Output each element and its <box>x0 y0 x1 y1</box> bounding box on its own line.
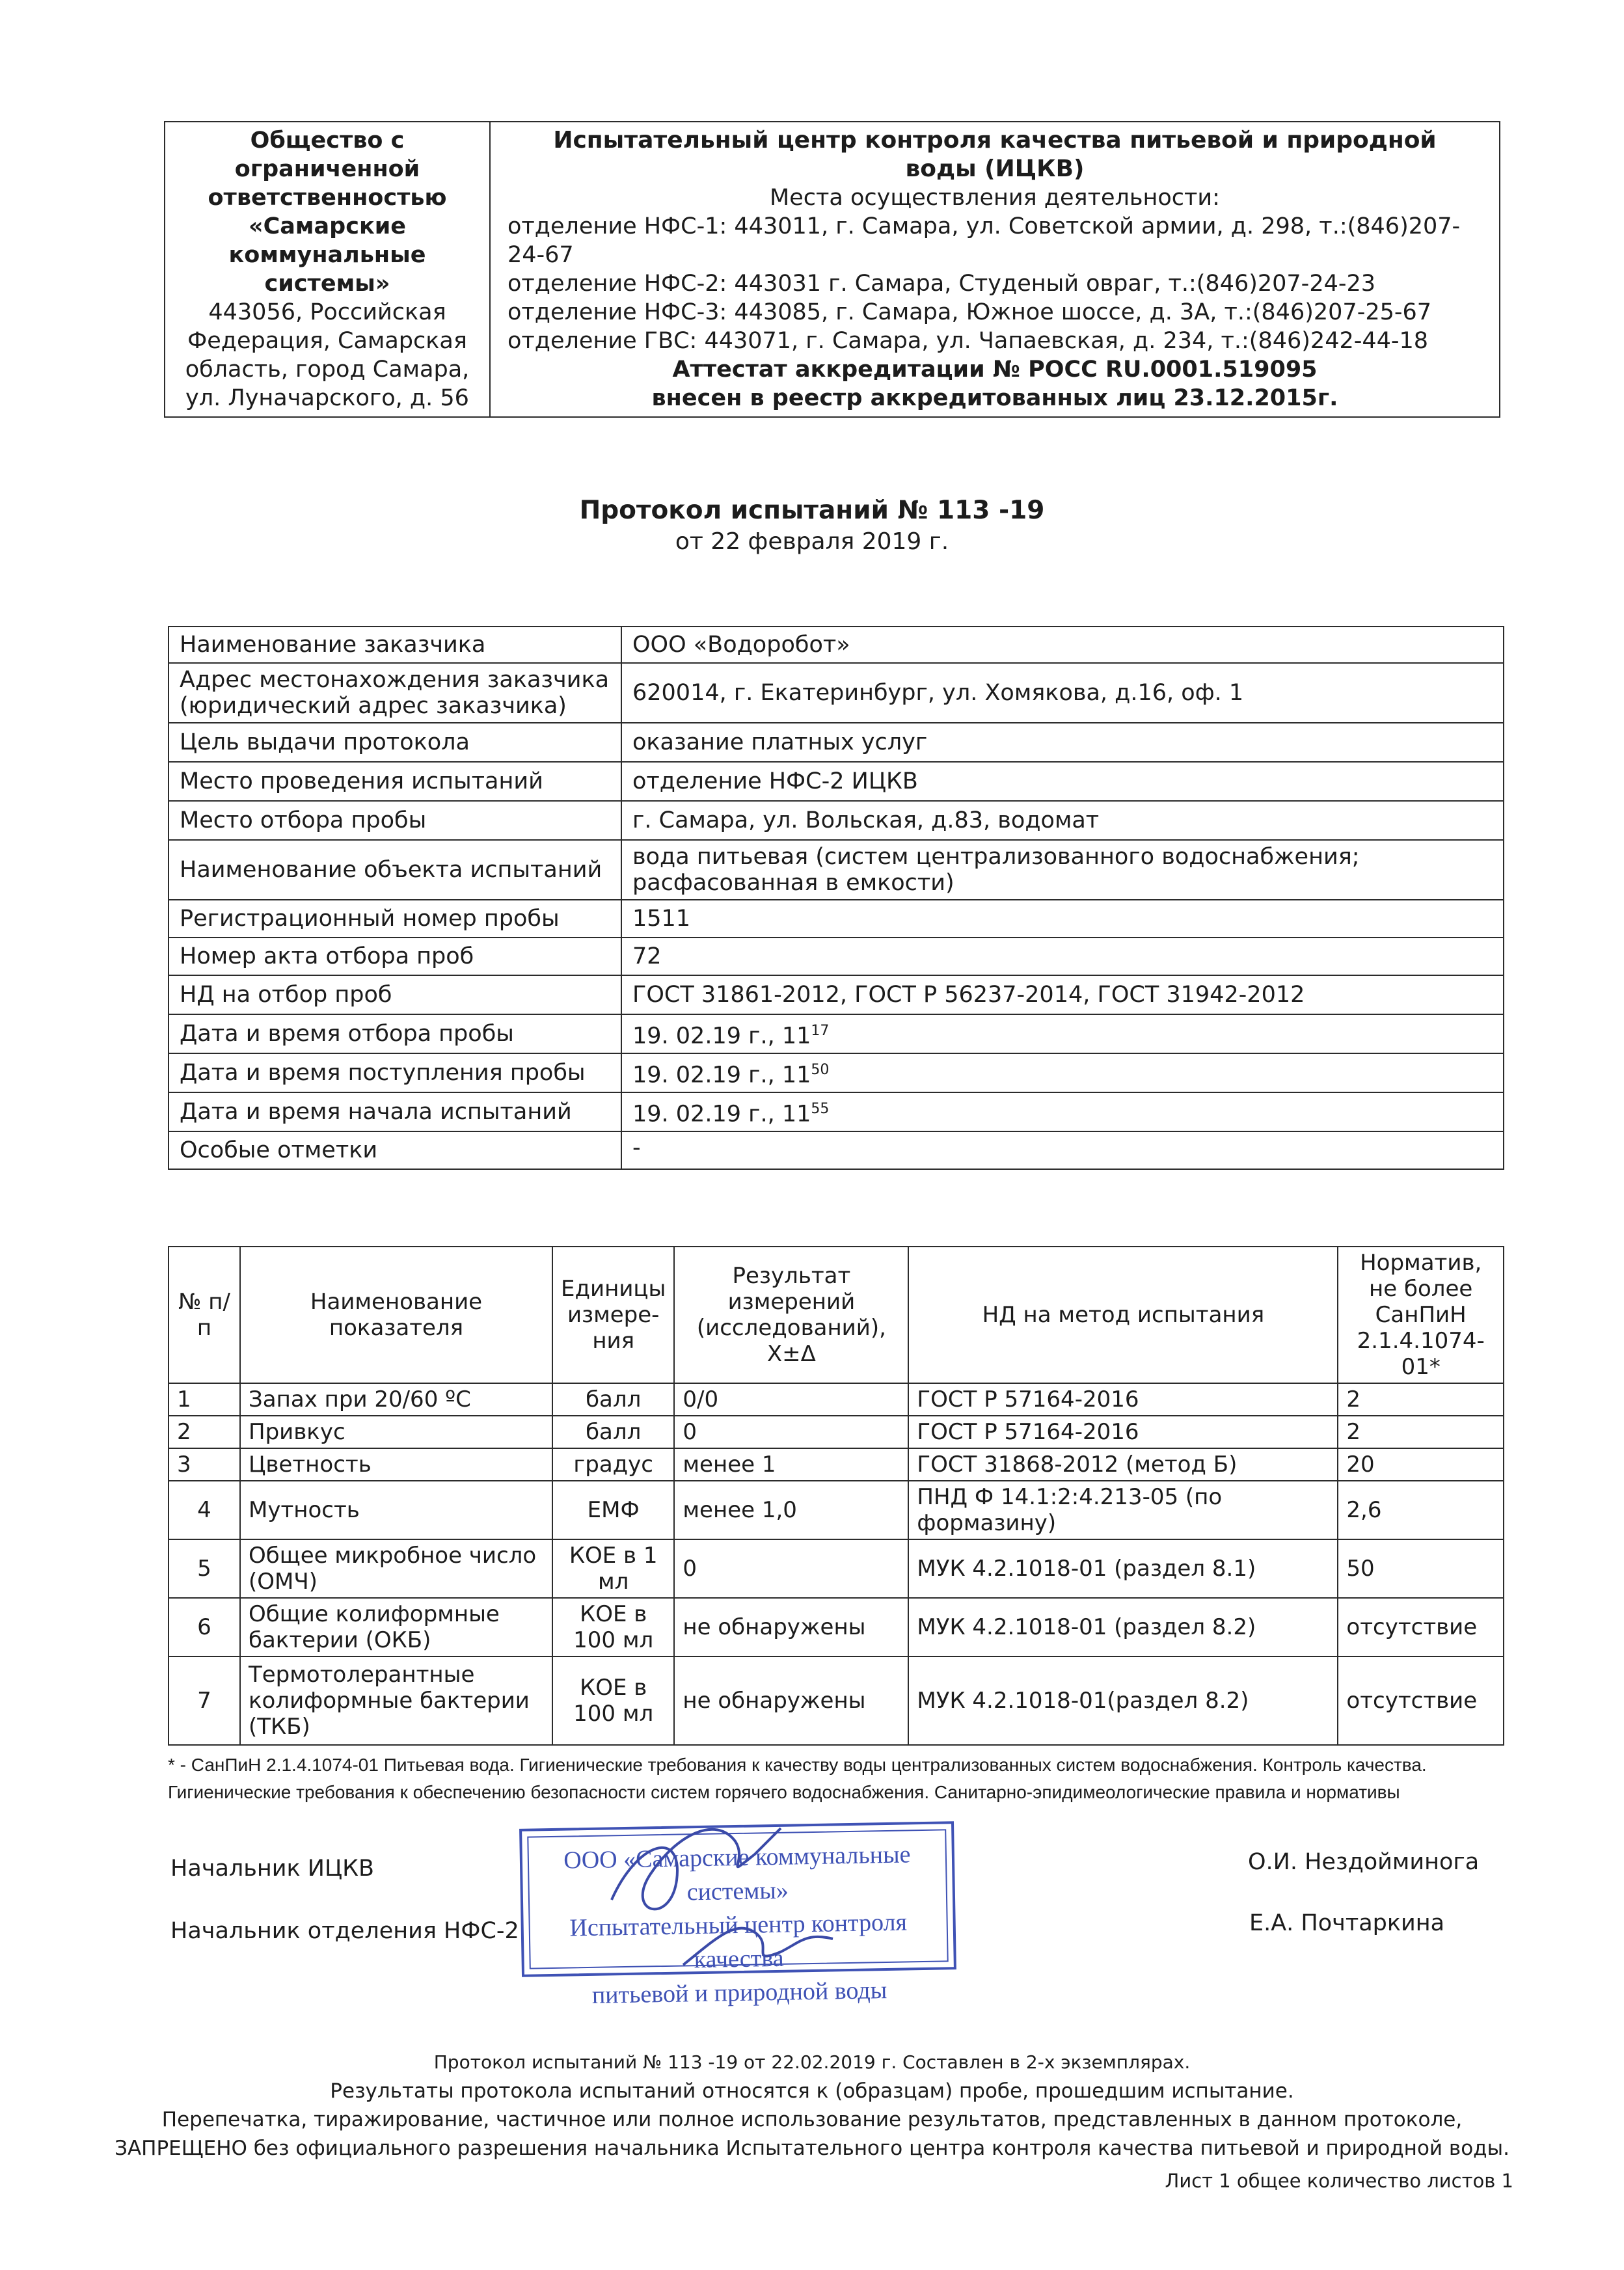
row-number: 7 <box>169 1656 240 1745</box>
table-row <box>169 1598 1504 1656</box>
info-row <box>169 900 1504 938</box>
info-row <box>169 1014 1504 1053</box>
time-minutes: 50 <box>811 1062 830 1079</box>
info-value: 620014, г. Екатеринбург, ул. Хомякова, д.16, оф. 1 <box>621 663 1504 723</box>
bottom-line: Перепечатка, тиражирование, частичное или полное использование результатов, представленных в данном протоколе, <box>161 2108 1463 2131</box>
bottom-notes <box>0 2048 1624 2163</box>
info-row <box>169 723 1504 762</box>
header-cell: Норматив, не более СанПиН 2.1.4.1074-01* <box>1338 1247 1504 1383</box>
method: ГОСТ Р 57164-2016 <box>908 1383 1338 1416</box>
info-value: ООО «Водоробот» <box>621 627 1504 663</box>
info-row <box>169 627 1504 663</box>
info-label: Регистрационный номер пробы <box>169 900 621 938</box>
unit: градус <box>552 1448 674 1481</box>
branch-line: отделение НФС-2: 443031 г. Самара, Студеный овраг, т.:(846)207-24-23 <box>508 271 1376 297</box>
result: 0/0 <box>674 1383 908 1416</box>
header-cell: № п/п <box>169 1247 240 1383</box>
sheet-counter: Лист 1 общее количество листов 1 <box>1165 2170 1513 2192</box>
lab-title-line: Испытательный центр контроля качества питьевой и природной <box>553 127 1437 154</box>
indicator-name: Привкус <box>240 1416 552 1448</box>
unit: КОЕ в 100 мл <box>552 1598 674 1656</box>
info-value: 1511 <box>621 900 1504 938</box>
org-name-line: ответственностью <box>208 185 447 211</box>
org-address-line: область, город Самара, <box>185 357 470 383</box>
stamp-line: Испытательный центр контроля качества <box>569 1908 908 1974</box>
method: МУК 4.2.1018-01(раздел 8.2) <box>908 1656 1338 1745</box>
lab-cell <box>490 122 1500 417</box>
org-address-line: 443056, Российская <box>208 299 446 325</box>
head-name: О.И. Нездойминога <box>1248 1849 1480 1875</box>
header-box <box>164 121 1500 418</box>
info-row <box>169 1131 1504 1169</box>
indicator-name: Общие колиформные бактерии (ОКБ) <box>240 1598 552 1656</box>
org-name-line: системы» <box>264 271 390 297</box>
org-name-line: Общество с <box>250 128 405 154</box>
info-value <box>621 1014 1504 1053</box>
org-name-line: «Самарские <box>249 213 406 239</box>
norm: 2 <box>1338 1416 1504 1448</box>
method: ГОСТ 31868-2012 (метод Б) <box>908 1448 1338 1481</box>
indicator-name: Термотолерантные колиформные бактерии (ТКБ) <box>240 1656 552 1745</box>
results-table <box>168 1246 1504 1746</box>
info-value: - <box>621 1131 1504 1169</box>
info-value: 72 <box>621 938 1504 975</box>
result: менее 1,0 <box>674 1481 908 1539</box>
method: ПНД Ф 14.1:2:4.213-05 (по формазину) <box>908 1481 1338 1539</box>
info-row <box>169 663 1504 723</box>
date-value: 19. 02.19 г., 11 <box>632 1062 811 1088</box>
accreditation-line: внесен в реестр аккредитованных лиц 23.12.2015г. <box>651 385 1338 411</box>
method: МУК 4.2.1018-01 (раздел 8.2) <box>908 1598 1338 1656</box>
result: менее 1 <box>674 1448 908 1481</box>
info-label: Дата и время начала испытаний <box>169 1092 621 1131</box>
info-label: Дата и время поступления пробы <box>169 1053 621 1092</box>
unit: КОЕ в 100 мл <box>552 1656 674 1745</box>
info-label: Особые отметки <box>169 1131 621 1169</box>
handwritten-signatures <box>586 1802 924 1997</box>
org-address-line: ул. Луначарского, д. 56 <box>185 385 469 411</box>
unit: балл <box>552 1416 674 1448</box>
header-cell: НД на метод испытания <box>908 1247 1338 1383</box>
info-label: Наименование заказчика <box>169 627 621 663</box>
info-table <box>168 626 1504 1170</box>
norm: отсутствие <box>1338 1598 1504 1656</box>
results-header-row <box>169 1247 1504 1383</box>
head-title: Начальник ИЦКВ <box>170 1856 375 1882</box>
table-row <box>169 1416 1504 1448</box>
norm: 2,6 <box>1338 1481 1504 1539</box>
info-value <box>621 1053 1504 1092</box>
info-row <box>169 1092 1504 1131</box>
footnote: * - СанПиН 2.1.4.1074-01 Питьевая вода. Гигиенические требования к качеству воды централизованных систем водоснабжения. Контроль качества. Гигиенические требования к обеспечению безопасности систем горячего водоснабжения. Санитарно-эпидимеологические правила и нормативы <box>168 1755 1427 1802</box>
lab-title-line: воды (ИЦКВ) <box>905 155 1085 182</box>
stamp-line: питьевой и природной воды <box>591 1977 887 2009</box>
row-number: 2 <box>169 1416 240 1448</box>
places-label: Места осуществления деятельности: <box>770 185 1220 211</box>
info-row <box>169 801 1504 840</box>
info-label: Наименование объекта испытаний <box>169 840 621 900</box>
table-row <box>169 1656 1504 1745</box>
unit: КОЕ в 1 мл <box>552 1539 674 1598</box>
unit: ЕМФ <box>552 1481 674 1539</box>
row-number: 4 <box>169 1481 240 1539</box>
info-value: г. Самара, ул. Вольская, д.83, водомат <box>621 801 1504 840</box>
indicator-name: Общее микробное число (ОМЧ) <box>240 1539 552 1598</box>
header-cell: Единицы измере-ния <box>552 1247 674 1383</box>
dept-title: Начальник отделения НФС-2 <box>170 1918 519 1944</box>
branch-line: отделение НФС-3: 443085, г. Самара, Южное шоссе, д. 3А, т.:(846)207-25-67 <box>508 299 1432 325</box>
row-number: 3 <box>169 1448 240 1481</box>
table-row <box>169 1383 1504 1416</box>
info-value: отделение НФС-2 ИЦКВ <box>621 762 1504 801</box>
info-label: Адрес местонахождения заказчика (юридический адрес заказчика) <box>169 663 621 723</box>
info-label: НД на отбор проб <box>169 975 621 1014</box>
table-row <box>169 1448 1504 1481</box>
indicator-name: Мутность <box>240 1481 552 1539</box>
indicator-name: Цветность <box>240 1448 552 1481</box>
info-row <box>169 975 1504 1014</box>
result: 0 <box>674 1539 908 1598</box>
time-minutes: 55 <box>811 1101 830 1118</box>
row-number: 1 <box>169 1383 240 1416</box>
info-label: Дата и время отбора пробы <box>169 1014 621 1053</box>
table-row <box>169 1539 1504 1598</box>
info-value: оказание платных услуг <box>621 723 1504 762</box>
dept-name: Е.А. Почтаркина <box>1249 1910 1445 1936</box>
date-value: 19. 02.19 г., 11 <box>632 1101 811 1128</box>
date-value: 19. 02.19 г., 11 <box>632 1023 811 1049</box>
info-value <box>621 1092 1504 1131</box>
info-value: вода питьевая (систем централизованного водоснабжения; расфасованная в емкости) <box>621 840 1504 900</box>
bottom-line: Протокол испытаний № 113 -19 от 22.02.2019 г. Составлен в 2-х экземплярах. <box>433 2051 1191 2073</box>
result: 0 <box>674 1416 908 1448</box>
branch-line: отделение ГВС: 443071, г. Самара, ул. Чапаевская, д. 234, т.:(846)242-44-18 <box>508 328 1429 354</box>
header-cell: Наименование показателя <box>240 1247 552 1383</box>
header-cell: Результат измерений (исследований), X±Δ <box>674 1247 908 1383</box>
protocol-date: от 22 февраля 2019 г. <box>675 528 949 555</box>
info-value: ГОСТ 31861-2012, ГОСТ Р 56237-2014, ГОСТ 31942-2012 <box>621 975 1504 1014</box>
info-row <box>169 1053 1504 1092</box>
norm: 50 <box>1338 1539 1504 1598</box>
accreditation-line: Аттестат аккредитации № РОСС RU.0001.519095 <box>672 357 1318 383</box>
row-number: 6 <box>169 1598 240 1656</box>
norm: 20 <box>1338 1448 1504 1481</box>
org-address-line: Федерация, Самарская <box>187 328 467 354</box>
info-label: Место отбора пробы <box>169 801 621 840</box>
unit: балл <box>552 1383 674 1416</box>
method: ГОСТ Р 57164-2016 <box>908 1416 1338 1448</box>
info-label: Номер акта отбора проб <box>169 938 621 975</box>
indicator-name: Запах при 20/60 ºС <box>240 1383 552 1416</box>
method: МУК 4.2.1018-01 (раздел 8.1) <box>908 1539 1338 1598</box>
info-row <box>169 762 1504 801</box>
org-name-line: ограниченной <box>234 156 420 182</box>
info-label: Место проведения испытаний <box>169 762 621 801</box>
branch-line: отделение НФС-1: 443011, г. Самара, ул. Советской армии, д. 298, т.:(846)207-24-67 <box>508 213 1461 268</box>
info-label: Цель выдачи протокола <box>169 723 621 762</box>
stamp-line: ООО «Самарские коммунальные системы» <box>563 1841 911 1906</box>
table-row <box>169 1481 1504 1539</box>
row-number: 5 <box>169 1539 240 1598</box>
bottom-line: Результаты протокола испытаний относятся к (образцам) пробе, прошедшим испытание. <box>330 2079 1294 2103</box>
norm: отсутствие <box>1338 1656 1504 1745</box>
result: не обнаружены <box>674 1598 908 1656</box>
result: не обнаружены <box>674 1656 908 1745</box>
info-row <box>169 938 1504 975</box>
time-minutes: 17 <box>811 1023 830 1040</box>
protocol-title: Протокол испытаний № 113 -19 <box>579 496 1045 525</box>
norm: 2 <box>1338 1383 1504 1416</box>
info-row <box>169 840 1504 900</box>
organization-cell <box>165 122 490 417</box>
org-name-line: коммунальные <box>228 242 426 268</box>
bottom-line: ЗАПРЕЩЕНО без официального разрешения начальника Испытательного центра контроля качества питьевой и природной воды. <box>115 2137 1509 2160</box>
